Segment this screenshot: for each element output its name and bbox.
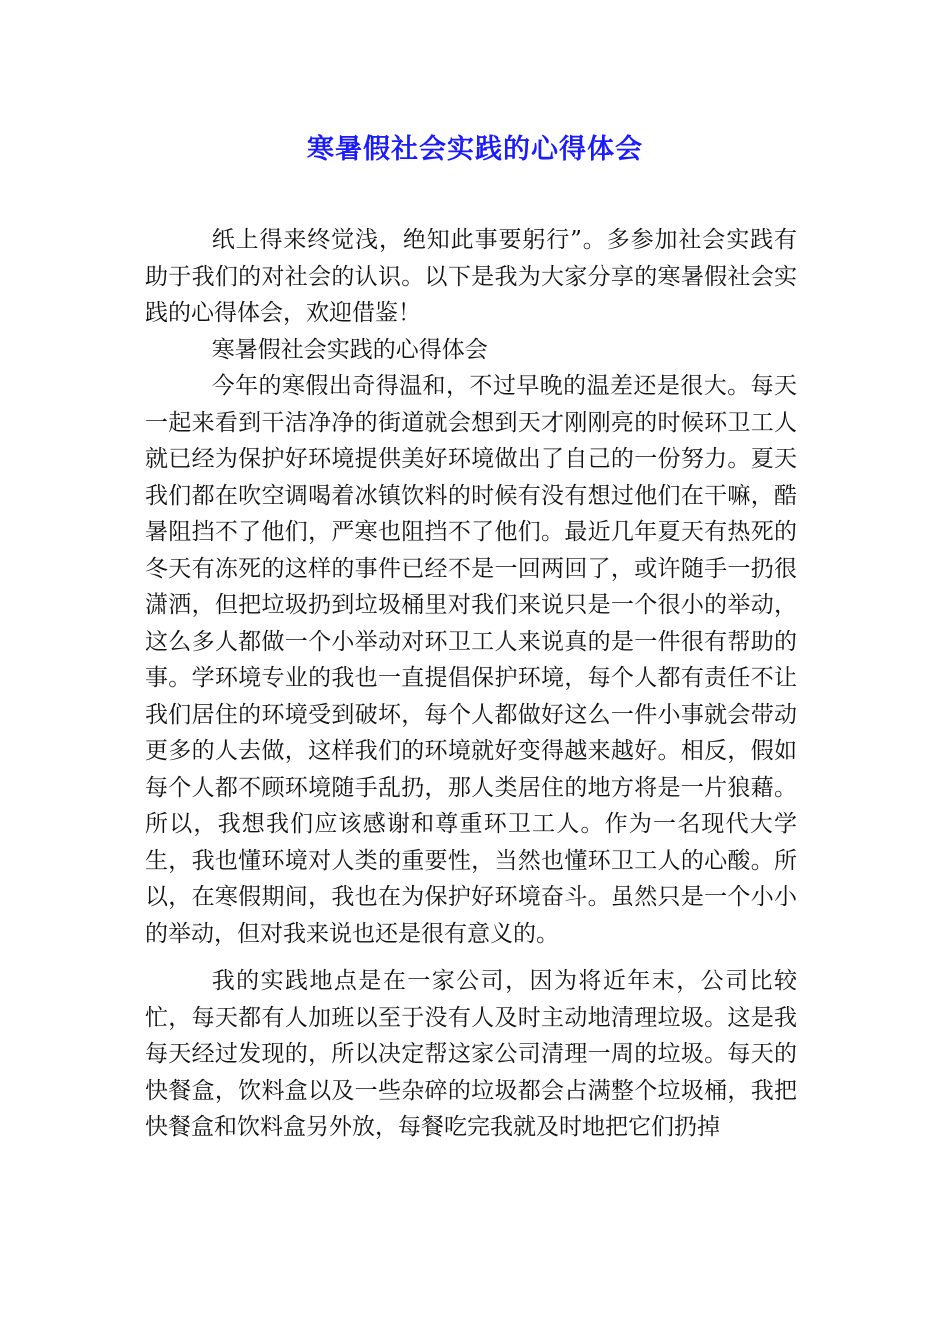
intro-paragraph: 纸上得来终觉浅，绝知此事要躬行”。多参加社会实践有助于我们的对社会的认识。以下是我为大家分享的寒暑假社会实践的心得体会，欢迎借鉴！	[145, 227, 797, 326]
document-title: 寒暑假社会实践的心得体会	[307, 134, 643, 165]
body-paragraph: 今年的寒假出奇得温和，不过早晚的温差还是很大。每天一起来看到干洁净净的街道就会想到天才刚刚亮的时候环卫工人就已经为保护好环境提供美好环境做出了自己的一份努力。夏天我们都在吹空调喝着冰镇饮料的时候有没有想过他们在干嘛，酷暑阻挡不了他们，严寒也阻挡不了他们。最近几年夏天有热死的冬天有冻死的这样的事件已经不是一回两回了，或许随手一扔很潇洒，但把垃圾扔到垃圾桶里对我们来说只是一个很小的举动，这么多人都做一个小举动对环卫工人来说真的是一件很有帮助的事。学环境专业的我也一直提倡保护环境，每个人都有责任不让我们居住的环境受到破坏，每个人都做好这么一件小事就会带动更多的人去做，这样我们的环境就好变得越来越好。相反，假如每个人都不顾环境随手乱扔，那人类居住的地方将是一片狼藉。所以，我想我们应该感谢和尊重环卫工人。作为一名现代大学生，我也懂环境对人类的重要性，当然也懂环卫工人的心酸。所以，在寒假期间，我也在为保护好环境奋斗。虽然只是一个小小的举动，但对我来说也还是很有意义的。	[145, 373, 797, 947]
section-heading: 寒暑假社会实践的心得体会	[211, 336, 488, 363]
body-paragraph: 我的实践地点是在一家公司，因为将近年末，公司比较忙，每天都有人加班以至于没有人及时主动地清理垃圾。这是我每天经过发现的，所以决定帮这家公司清理一周的垃圾。每天的快餐盒，饮料盒以及一些杂碎的垃圾都会占满整个垃圾桶，我把快餐盒和饮料盒另外放，每餐吃完我就及时地把它们扔掉	[145, 968, 797, 1140]
document-body	[145, 222, 797, 1146]
